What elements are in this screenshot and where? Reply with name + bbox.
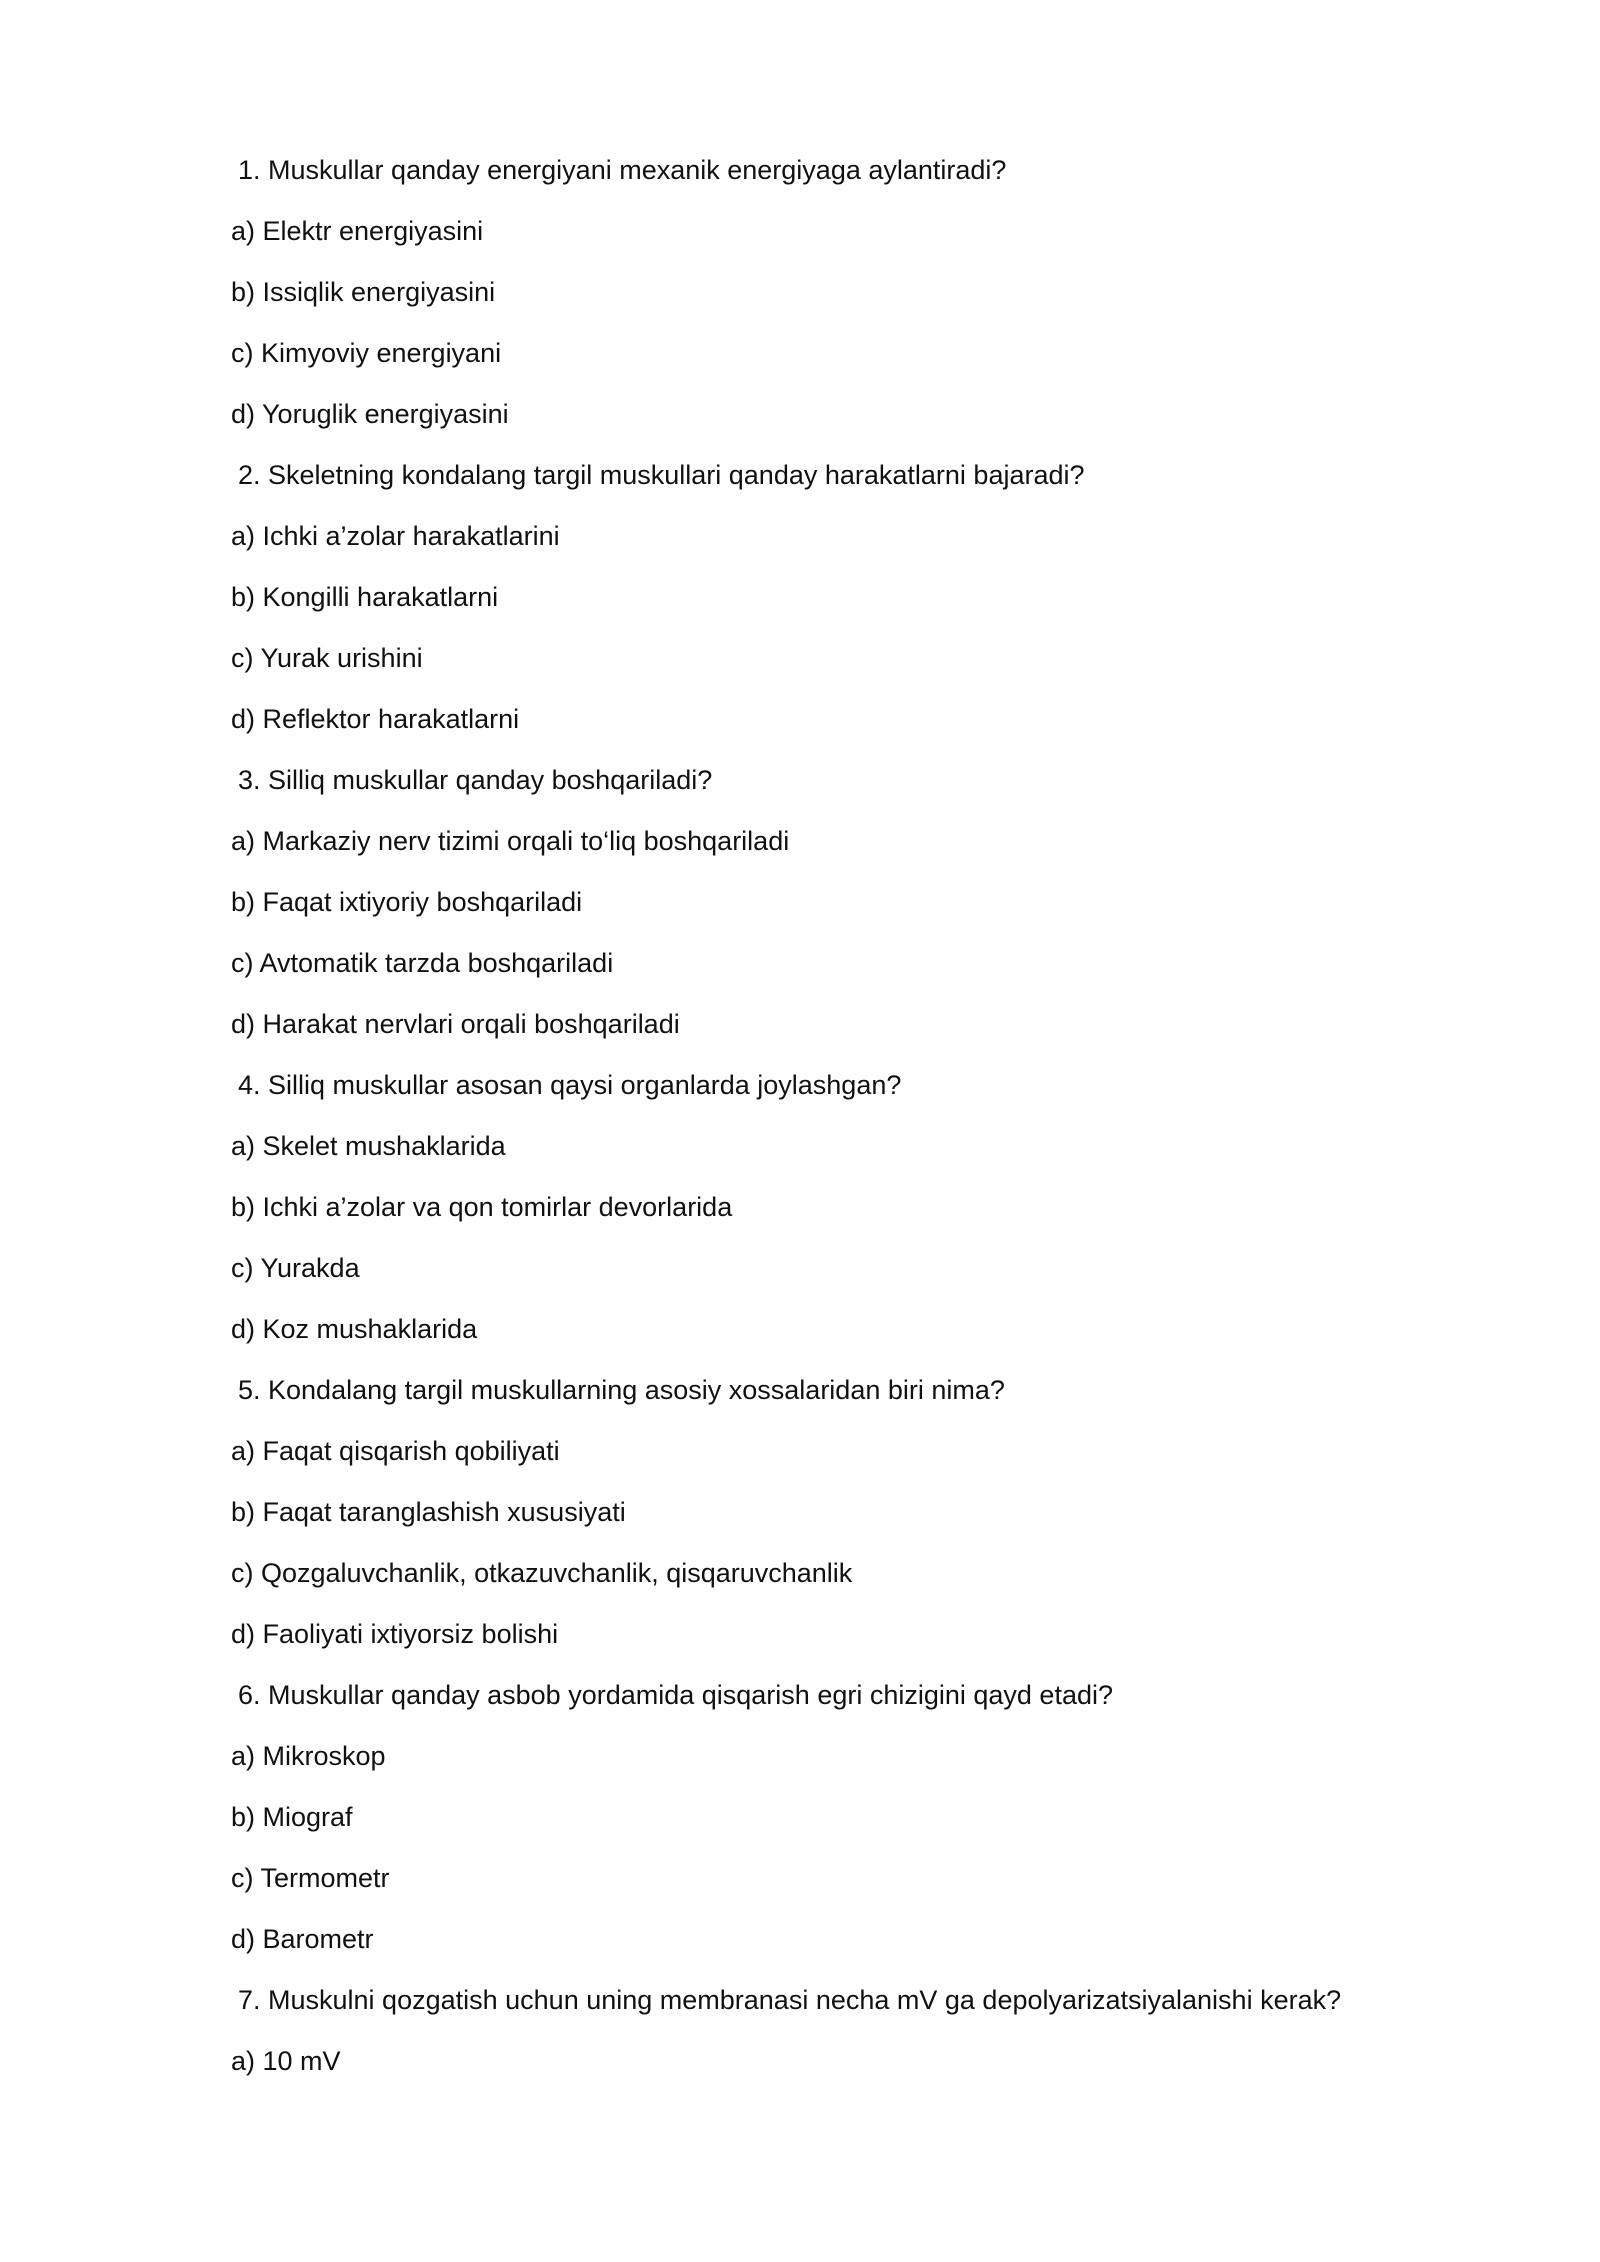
question-3: 3. Silliq muskullar qanday boshqariladi? xyxy=(238,765,713,795)
option-6b: b) Miograf xyxy=(231,1802,353,1832)
option-4d: d) Koz mushaklarida xyxy=(231,1314,478,1344)
option-3d: d) Harakat nervlari orqali boshqariladi xyxy=(231,1009,680,1039)
option-3a: a) Markaziy nerv tizimi orqali to‘liq boshqariladi xyxy=(231,826,790,856)
option-1d: d) Yoruglik energiyasini xyxy=(231,399,509,429)
option-5d: d) Faoliyati ixtiyorsiz bolishi xyxy=(231,1619,559,1649)
question-2: 2. Skeletning kondalang targil muskullari qanday harakatlarni bajaradi? xyxy=(238,460,1085,490)
option-5c: c) Qozgaluvchanlik, otkazuvchanlik, qisqaruvchanlik xyxy=(231,1558,853,1588)
option-4b: b) Ichki a’zolar va qon tomirlar devorlarida xyxy=(231,1192,733,1222)
option-6a: a) Mikroskop xyxy=(231,1741,386,1771)
option-3c: c) Avtomatik tarzda boshqariladi xyxy=(231,948,614,978)
option-6c: c) Termometr xyxy=(231,1863,390,1893)
quiz-content xyxy=(231,151,1431,2103)
option-3b: b) Faqat ixtiyoriy boshqariladi xyxy=(231,887,583,917)
option-4c: c) Yurakda xyxy=(231,1253,360,1283)
option-2c: c) Yurak urishini xyxy=(231,643,423,673)
question-7: 7. Muskulni qozgatish uchun uning membranasi necha mV ga depolyarizatsiyalanishi kerak? xyxy=(238,1985,1342,2015)
option-5b: b) Faqat taranglashish xususiyati xyxy=(231,1497,626,1527)
option-6d: d) Barometr xyxy=(231,1924,374,1954)
option-5a: a) Faqat qisqarish qobiliyati xyxy=(231,1436,560,1466)
option-2a: a) Ichki a’zolar harakatlarini xyxy=(231,521,560,551)
question-6: 6. Muskullar qanday asbob yordamida qisqarish egri chizigini qayd etadi? xyxy=(238,1680,1113,1710)
option-1a: a) Elektr energiyasini xyxy=(231,216,484,246)
option-1b: b) Issiqlik energiyasini xyxy=(231,277,496,307)
question-4: 4. Silliq muskullar asosan qaysi organlarda joylashgan? xyxy=(238,1070,902,1100)
option-2d: d) Reflektor harakatlarni xyxy=(231,704,520,734)
question-1: 1. Muskullar qanday energiyani mexanik energiyaga aylantiradi? xyxy=(238,155,1007,185)
option-2b: b) Kongilli harakatlarni xyxy=(231,582,499,612)
option-7a: a) 10 mV xyxy=(231,2046,341,2076)
question-5: 5. Kondalang targil muskullarning asosiy xossalaridan biri nima? xyxy=(238,1375,1005,1405)
option-4a: a) Skelet mushaklarida xyxy=(231,1131,506,1161)
option-1c: c) Kimyoviy energiyani xyxy=(231,338,502,368)
